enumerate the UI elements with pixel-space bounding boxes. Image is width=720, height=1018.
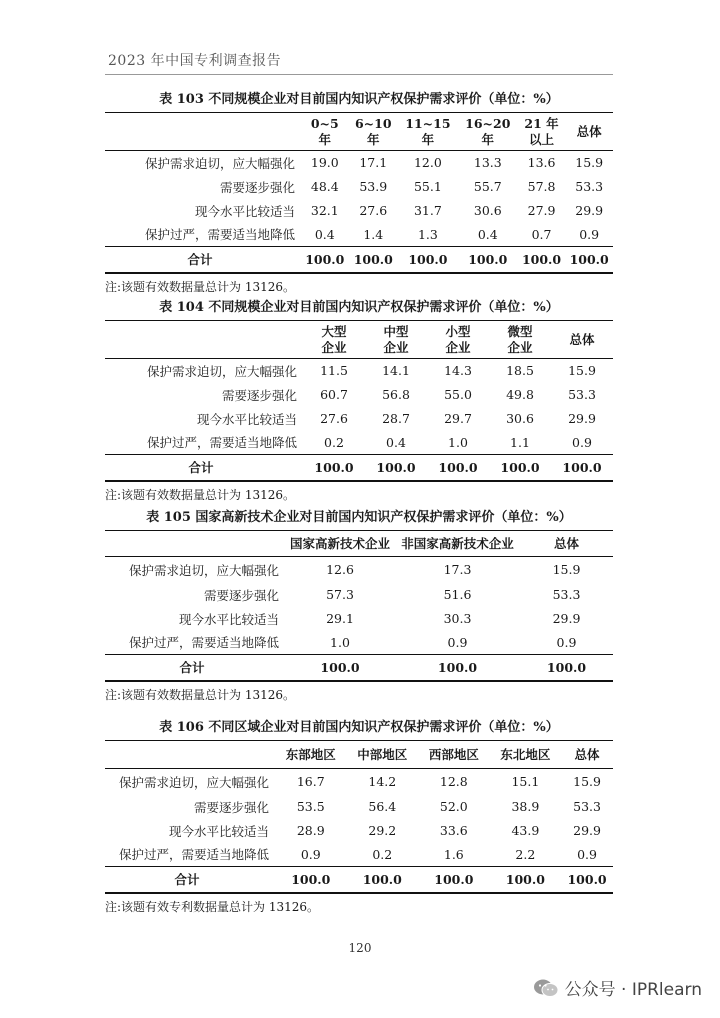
cell: 12.6 xyxy=(326,562,354,578)
cell: 15.9 xyxy=(573,774,601,790)
cell: 53.3 xyxy=(573,799,601,814)
corner-cell xyxy=(105,113,301,151)
table-row xyxy=(105,199,613,223)
cell: 60.7 xyxy=(320,387,348,402)
cell: 0.9 xyxy=(572,434,592,450)
cell: 1.0 xyxy=(330,634,350,650)
column-header: 21 年 以上 xyxy=(524,116,559,147)
table-caption: 表 106 不同区域企业对目前国内知识产权保护需求评价（单位：%） xyxy=(159,720,559,735)
row-label: 保护过严，需要适当地降低 xyxy=(146,435,297,451)
cell: 53.9 xyxy=(359,179,388,194)
cell: 38.9 xyxy=(511,799,540,814)
cell: 53.3 xyxy=(575,179,604,194)
cell: 30.3 xyxy=(443,611,472,626)
corner-cell xyxy=(105,741,275,769)
cell: 12.8 xyxy=(439,774,468,790)
cell: 51.6 xyxy=(443,587,472,602)
cell: 27.6 xyxy=(320,411,348,426)
column-header: 非国家高新技术企业 xyxy=(401,536,514,551)
row-label: 现今水平比较适当 xyxy=(194,203,295,219)
cell: 100.0 xyxy=(362,871,402,887)
table-row xyxy=(105,631,613,655)
data-table xyxy=(105,320,613,482)
watermark-text: 公众号 · IPRlearn xyxy=(564,980,702,1000)
cell: 100.0 xyxy=(320,659,360,675)
cell: 100.0 xyxy=(314,459,354,475)
cell: 15.9 xyxy=(568,363,596,379)
page-number: 120 xyxy=(348,941,372,955)
cell: 11.5 xyxy=(320,363,348,379)
table-block-105 xyxy=(105,506,613,703)
header-row xyxy=(105,113,613,151)
cell: 15.9 xyxy=(575,155,604,171)
column-header: 0~5 年 xyxy=(310,116,339,147)
cell: 0.4 xyxy=(314,226,335,242)
cell: 100.0 xyxy=(546,659,587,675)
row-label: 现今水平比较适当 xyxy=(196,411,297,427)
row-label: 现今水平比较适当 xyxy=(168,823,269,839)
cell: 17.3 xyxy=(443,562,472,578)
cell: 56.8 xyxy=(382,387,410,402)
cell: 29.9 xyxy=(575,203,604,218)
cell: 14.2 xyxy=(368,774,397,790)
row-label: 需要逐步强化 xyxy=(203,587,279,603)
cell: 29.1 xyxy=(326,611,354,626)
column-header: 16~20 年 xyxy=(465,116,511,147)
cell: 27.9 xyxy=(527,203,556,218)
header-rule xyxy=(105,74,613,75)
cell: 15.9 xyxy=(552,562,581,578)
header-row xyxy=(105,741,613,769)
row-label: 需要逐步强化 xyxy=(221,387,297,403)
cell: 30.6 xyxy=(473,203,502,218)
cell: 29.9 xyxy=(573,823,601,838)
cell: 1.0 xyxy=(448,434,468,450)
cell: 53.5 xyxy=(296,799,325,814)
table-row xyxy=(105,769,613,795)
cell: 17.1 xyxy=(359,155,388,171)
cell: 33.6 xyxy=(439,823,468,838)
data-table xyxy=(105,112,613,274)
cell: 27.6 xyxy=(359,203,388,218)
column-header: 中型 企业 xyxy=(383,324,409,355)
cell: 0.4 xyxy=(477,226,498,242)
row-label: 保护需求迫切，应大幅强化 xyxy=(146,363,297,379)
cell: 100.0 xyxy=(305,251,345,267)
data-table xyxy=(105,530,613,682)
table-row xyxy=(105,607,613,631)
table-note: 注:该题有效数据量总计为 13126。 xyxy=(105,687,296,702)
row-label: 合计 xyxy=(188,460,214,476)
table-row xyxy=(105,359,613,383)
row-label: 保护需求迫切，应大幅强化 xyxy=(144,155,295,171)
data-table xyxy=(105,740,613,894)
table-row xyxy=(105,175,613,199)
column-header: 中部地区 xyxy=(357,747,408,762)
cell: 48.4 xyxy=(310,179,339,194)
column-header: 11~15 年 xyxy=(405,116,451,147)
table-block-103 xyxy=(105,88,613,295)
column-header: 西部地区 xyxy=(428,747,479,762)
cell: 31.7 xyxy=(413,203,442,218)
cell: 100.0 xyxy=(569,251,609,267)
cell: 100.0 xyxy=(376,459,416,475)
row-label: 保护过严，需要适当地降低 xyxy=(144,227,295,243)
cell: 100.0 xyxy=(434,871,474,887)
column-header: 总体 xyxy=(576,124,602,139)
cell: 53.3 xyxy=(568,387,596,402)
column-header: 大型 企业 xyxy=(321,324,347,355)
table-row xyxy=(105,407,613,431)
row-label: 需要逐步强化 xyxy=(219,179,295,195)
cell: 29.7 xyxy=(444,411,472,426)
column-header: 总体 xyxy=(569,332,595,347)
cell: 32.1 xyxy=(310,203,339,218)
column-header: 东北地区 xyxy=(500,747,551,762)
cell: 15.1 xyxy=(511,774,540,790)
cell: 100.0 xyxy=(562,459,602,475)
cell: 28.9 xyxy=(296,823,325,838)
cell: 49.8 xyxy=(506,387,534,402)
row-label: 合计 xyxy=(187,252,213,268)
cell: 100.0 xyxy=(521,251,562,267)
cell: 29.2 xyxy=(368,823,397,838)
cell: 100.0 xyxy=(437,659,478,675)
total-row xyxy=(105,455,613,481)
total-row xyxy=(105,655,613,681)
cell: 55.7 xyxy=(473,179,502,194)
cell: 57.3 xyxy=(326,587,354,602)
corner-cell xyxy=(105,321,303,359)
column-header: 国家高新技术企业 xyxy=(289,536,390,551)
cell: 16.7 xyxy=(296,774,325,790)
cell: 43.9 xyxy=(511,823,540,838)
cell: 1.6 xyxy=(443,846,464,862)
cell: 100.0 xyxy=(468,251,508,267)
cell: 29.9 xyxy=(568,411,596,426)
cell: 100.0 xyxy=(567,871,607,887)
total-row xyxy=(105,247,613,273)
row-label: 保护需求迫切，应大幅强化 xyxy=(118,774,269,790)
table-note: 注:该题有效数据量总计为 13126。 xyxy=(105,279,296,294)
wechat-bubble-icon xyxy=(533,978,559,998)
table-caption: 表 104 不同规模企业对目前国内知识产权保护需求评价（单位：%） xyxy=(159,300,559,315)
cell: 28.7 xyxy=(382,411,410,426)
cell: 52.0 xyxy=(439,799,468,814)
cell: 18.5 xyxy=(506,363,534,379)
corner-cell xyxy=(105,531,285,557)
row-label: 现今水平比较适当 xyxy=(178,611,279,627)
table-caption: 表 103 不同规模企业对目前国内知识产权保护需求评价（单位：%） xyxy=(159,92,559,107)
table-row xyxy=(105,795,613,819)
table-row xyxy=(105,383,613,407)
column-header: 小型 企业 xyxy=(445,324,471,355)
cell: 0.2 xyxy=(372,846,393,862)
table-row xyxy=(105,583,613,607)
table-caption: 表 105 国家高新技术企业对目前国内知识产权保护需求评价（单位：%） xyxy=(146,510,572,525)
table-row xyxy=(105,819,613,843)
cell: 29.9 xyxy=(552,611,581,626)
cell: 55.1 xyxy=(413,179,442,194)
cell: 100.0 xyxy=(500,459,540,475)
row-label: 合计 xyxy=(174,872,200,888)
running-head: 2023 年中国专利调查报告 xyxy=(108,53,282,69)
cell: 53.3 xyxy=(552,587,581,602)
row-label: 保护过严，需要适当地降低 xyxy=(118,847,269,863)
table-note: 注:该题有效数据量总计为 13126。 xyxy=(105,487,296,502)
table-row xyxy=(105,223,613,247)
table-row xyxy=(105,151,613,175)
cell: 19.0 xyxy=(310,155,339,171)
row-label: 需要逐步强化 xyxy=(193,799,269,815)
column-header: 总体 xyxy=(553,536,579,551)
cell: 30.6 xyxy=(506,411,534,426)
total-row xyxy=(105,867,613,893)
cell: 56.4 xyxy=(368,799,397,814)
cell: 0.4 xyxy=(386,434,406,450)
column-header: 东部地区 xyxy=(285,747,336,762)
table-row xyxy=(105,431,613,455)
cell: 0.9 xyxy=(556,634,577,650)
cell: 100.0 xyxy=(291,871,331,887)
cell: 1.3 xyxy=(417,226,438,242)
cell: 1.4 xyxy=(363,226,384,242)
row-label: 保护过严，需要适当地降低 xyxy=(128,635,279,651)
watermark xyxy=(533,975,702,1000)
row-label: 合计 xyxy=(179,660,205,676)
cell: 14.3 xyxy=(444,363,472,379)
cell: 0.9 xyxy=(579,226,600,242)
cell: 13.3 xyxy=(473,155,502,171)
table-block-106 xyxy=(105,716,613,915)
cell: 100.0 xyxy=(353,251,393,267)
cell: 0.7 xyxy=(531,226,552,242)
cell: 55.0 xyxy=(444,387,472,402)
cell: 12.0 xyxy=(413,155,442,171)
table-note: 注:该题有效专利数据量总计为 13126。 xyxy=(105,899,320,914)
cell: 13.6 xyxy=(527,155,556,171)
cell: 14.1 xyxy=(382,363,410,379)
column-header: 微型 企业 xyxy=(507,324,533,355)
cell: 0.9 xyxy=(577,846,597,862)
header-row xyxy=(105,531,613,557)
header-row xyxy=(105,321,613,359)
column-header: 6~10 年 xyxy=(354,116,392,147)
cell: 2.2 xyxy=(515,846,536,862)
cell: 0.9 xyxy=(300,846,321,862)
cell: 100.0 xyxy=(438,459,478,475)
cell: 57.8 xyxy=(527,179,556,194)
cell: 0.2 xyxy=(324,434,344,450)
row-label: 保护需求迫切，应大幅强化 xyxy=(128,562,279,578)
table-block-104 xyxy=(105,296,613,503)
cell: 100.0 xyxy=(505,871,545,887)
cell: 100.0 xyxy=(408,251,448,267)
column-header: 总体 xyxy=(574,747,600,762)
cell: 0.9 xyxy=(447,634,468,650)
cell: 1.1 xyxy=(510,434,530,450)
table-row xyxy=(105,557,613,583)
table-row xyxy=(105,843,613,867)
